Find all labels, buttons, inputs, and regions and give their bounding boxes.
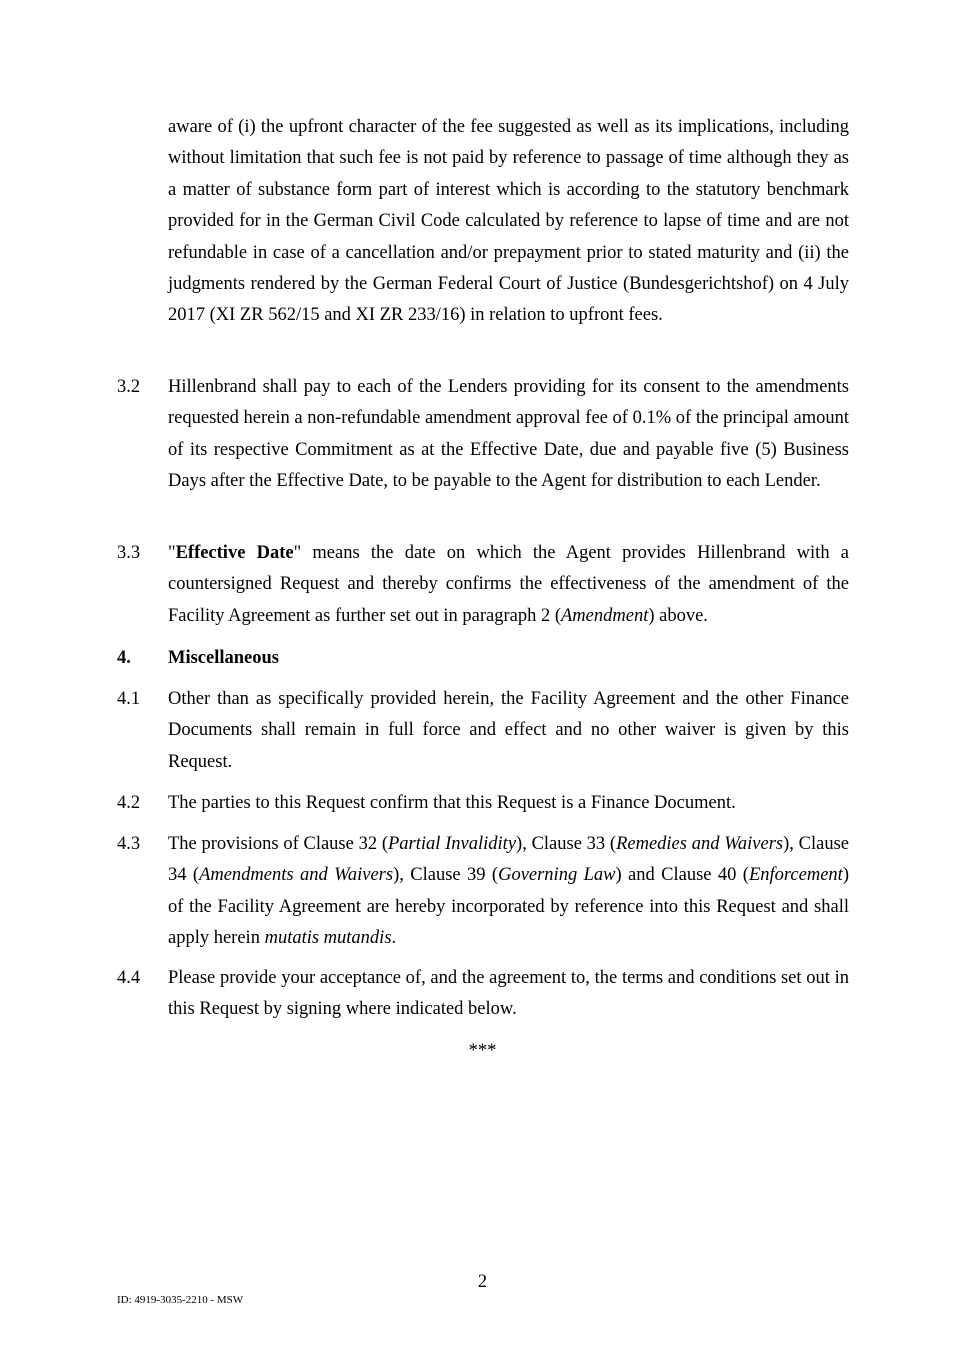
clause-3-3-number: 3.3	[117, 543, 141, 563]
clause-4-3-seg-5: ) and Clause 40 (	[615, 865, 749, 886]
quote-open: "	[168, 543, 176, 563]
clause-3-2-text: Hillenbrand shall pay to each of the Lenders providing for its consent to the amendments requested herein a non-refundable amendment approval fee of 0.1% of the principal amount of its respective Commitment as at the Effective Date, due and payable five (5) Business Days after the Effective Date, to be payable to the Agent for distribution to each Lender.	[168, 377, 849, 492]
clause-4-3-seg-2: ), Clause 33 (	[516, 834, 617, 854]
page-number: 2	[477, 1272, 488, 1292]
clause-4-3-number: 4.3	[117, 834, 141, 854]
clause-4-3-italic-5: Enforcement	[748, 865, 843, 886]
document-id: ID: 4919-3035-2210 - MSW	[117, 1294, 244, 1306]
clause-4-3-seg-1: The provisions of Clause 32 (	[168, 834, 388, 854]
clause-4-1-number: 4.1	[117, 689, 141, 709]
section-separator: ***	[468, 1041, 497, 1061]
defined-term-effective-date: Effective Date	[175, 543, 294, 563]
clause-3-3-body-b: ) above.	[648, 605, 708, 626]
clause-4-3-italic-1: Partial Invalidity	[387, 834, 517, 854]
clause-4-2-number: 4.2	[117, 793, 141, 813]
section-4-number: 4.	[117, 648, 131, 668]
clause-4-3-seg-6: ) of the Facility Agreement are hereby incorporated by reference into this Request and shall apply herein	[168, 865, 849, 949]
clause-4-3-seg-4: ), Clause 39 (	[393, 865, 499, 886]
clause-4-3-seg-3: ), Clause 34 (	[168, 834, 850, 886]
clause-3-3-text	[168, 538, 849, 632]
clause-4-3-italic-3: Amendments and Waivers	[199, 865, 394, 886]
clause-3-3-body-a: " means the date on which the Agent provides Hillenbrand with a countersigned Request and thereby confirms the effectiveness of the amendment of the Facility Agreement as further set out in paragraph 2 (	[168, 543, 850, 626]
clause-4-2-text: The parties to this Request confirm that this Request is a Finance Document.	[168, 793, 736, 813]
clause-4-3-italic-4: Governing Law	[498, 865, 616, 886]
section-4-title: Miscellaneous	[168, 648, 279, 668]
clause-3-1-continuation: aware of (i) the upfront character of the fee suggested as well as its implications, including without limitation that such fee is not paid by reference to passage of time although they as a matter of substance form part of interest which is according to the statutory benchmark provided for in the German Civil Code calculated by reference to lapse of time and are not refundable in case of a cancellation and/or prepayment prior to stated maturity and (ii) the judgments rendered by the German Federal Court of Justice (Bundesgerichtshof) on 4 July 2017 (XI ZR 562/15 and XI ZR 233/16) in relation to upfront fees.	[168, 117, 849, 326]
clause-4-3-text	[168, 829, 849, 955]
clause-3-3-italic: Amendment	[561, 605, 649, 626]
clause-3-2-number: 3.2	[117, 377, 141, 397]
clause-4-3-italic-6: mutatis mutandis	[264, 928, 392, 949]
clause-4-3-seg-7: .	[391, 928, 397, 949]
clause-4-3-italic-2: Remedies and Waivers	[616, 834, 784, 854]
clause-4-4-text: Please provide your acceptance of, and the agreement to, the terms and conditions set out in this Request by signing where indicated below.	[168, 968, 849, 1020]
clause-4-1-text: Other than as specifically provided herein, the Facility Agreement and the other Finance Documents shall remain in full force and effect and no other waiver is given by this Request.	[168, 689, 849, 772]
clause-4-4-number: 4.4	[117, 968, 141, 988]
